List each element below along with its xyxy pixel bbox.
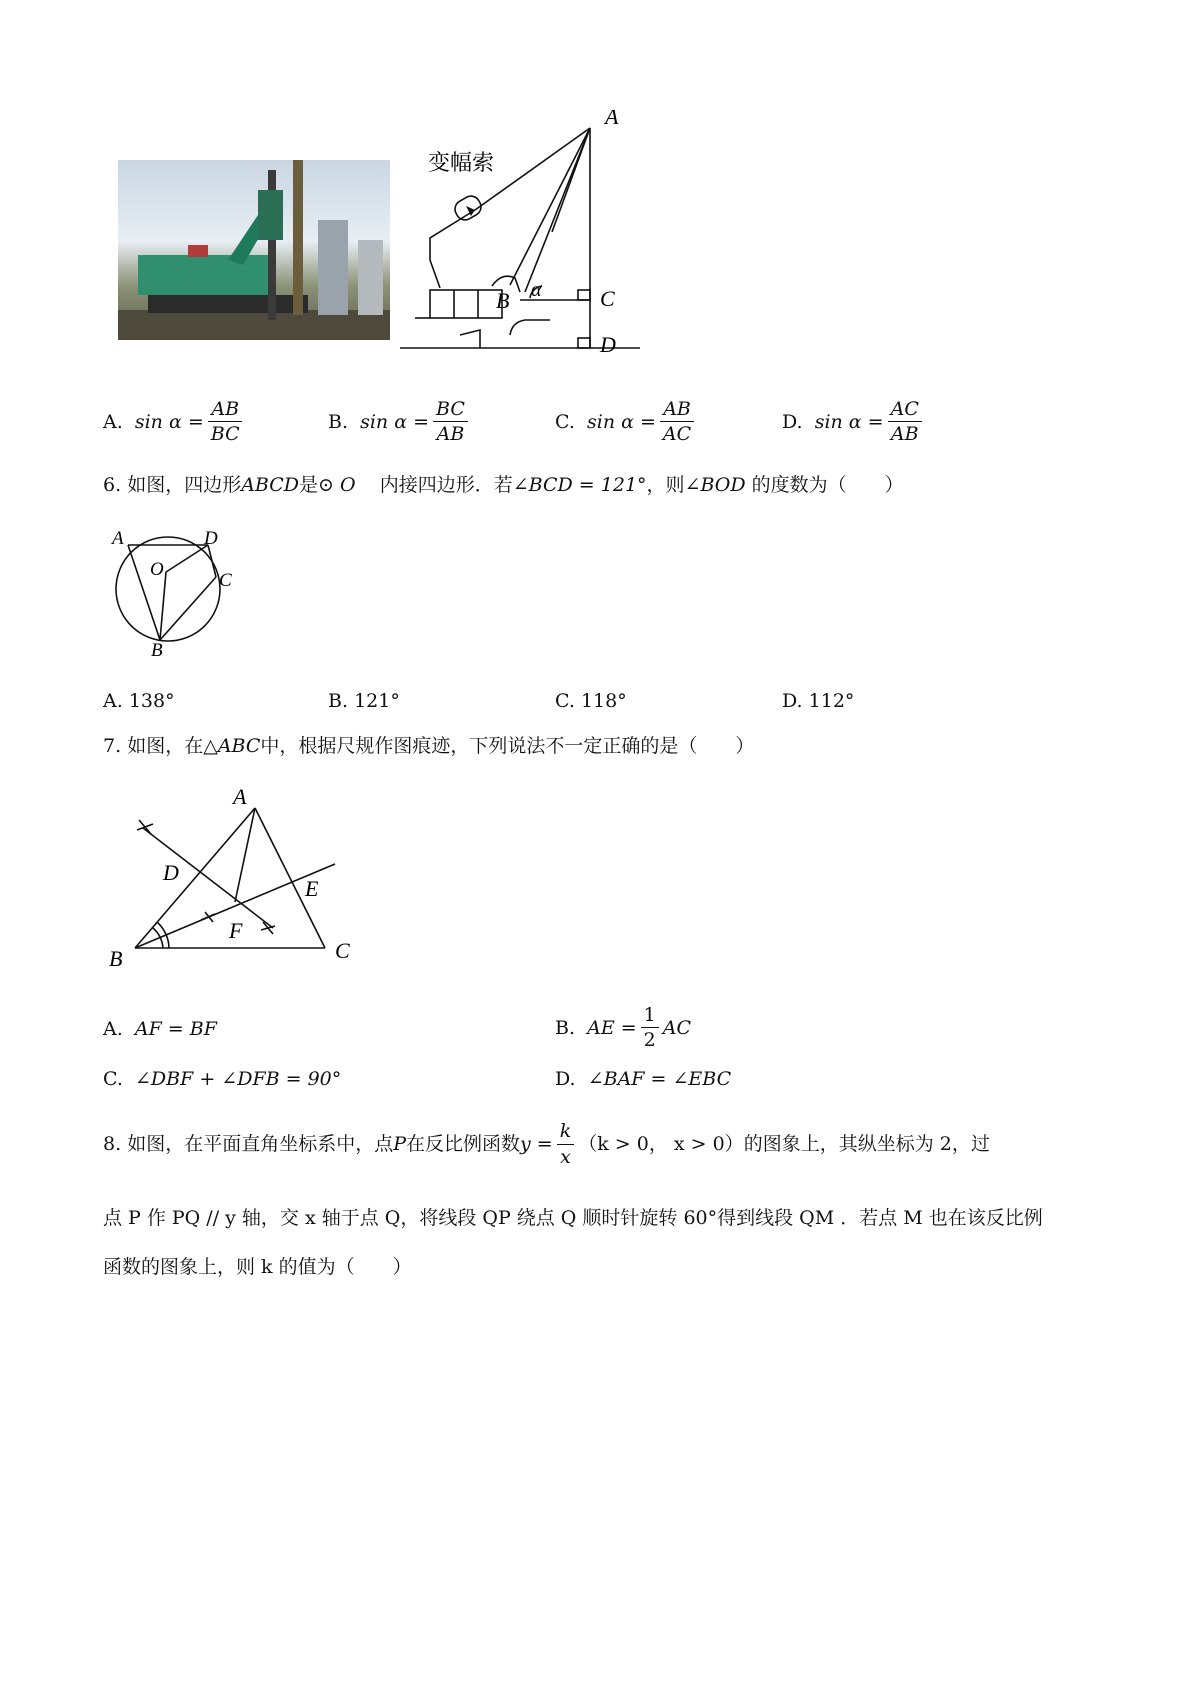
stem-text: 是 [299, 474, 319, 496]
fraction [208, 398, 243, 445]
stem-math: P [393, 1132, 406, 1155]
stem-math: ∠BOD [684, 474, 746, 496]
fraction [433, 398, 468, 445]
point-f-label: F [229, 918, 243, 943]
option-letter: C. [103, 1068, 123, 1090]
point-d-label: D [204, 528, 218, 549]
stem-text: 内接四边形．若 [379, 474, 513, 496]
point-o-label: O [150, 559, 164, 580]
fraction-numerator: AB [660, 398, 694, 422]
inscribed-quadrilateral-diagram [108, 522, 248, 662]
q7-option-d[interactable] [555, 1068, 731, 1090]
option-lhs: sin α = [360, 410, 430, 433]
q5-option-c[interactable] [555, 398, 698, 445]
stem-text: 中，根据尺规作图痕迹，下列说法不一定正确的是（ ） [260, 735, 755, 757]
q8-stem-line2: 点 P 作 PQ // y 轴，交 x 轴于点 Q，将线段 QP 绕点 Q 顺时针旋转 60°得到线段 QM ．若点 M 也在该反比例 [103, 1207, 1043, 1229]
luffing-cable-label: 变幅索 [428, 151, 495, 176]
fraction-numerator: 1 [641, 1004, 659, 1028]
fraction-denominator: AC [662, 423, 692, 445]
fraction [660, 398, 694, 445]
circle-symbol: ⊙ [318, 474, 334, 496]
stem-text: 的图象上，其纵坐标为 2，过 [743, 1132, 990, 1155]
q5-option-b[interactable] [328, 398, 472, 445]
stem-text: 如图，在平面直角坐标系中，点 [127, 1132, 394, 1155]
excavator-photo [118, 160, 390, 340]
option-letter: B. [328, 690, 349, 712]
point-c-label: C [335, 938, 350, 963]
triangle-symbol: △ [203, 735, 218, 757]
fraction-denominator: 2 [643, 1029, 656, 1051]
option-letter: A. [103, 410, 123, 433]
q7-option-c[interactable] [103, 1068, 341, 1090]
stem-text: 在反比例函数 [406, 1132, 521, 1155]
q5-option-d[interactable] [782, 398, 926, 445]
fraction [641, 1004, 659, 1051]
q6-option-c[interactable] [555, 690, 627, 712]
option-expression: AF = BF [134, 1018, 217, 1040]
q6-option-b[interactable] [328, 690, 400, 712]
q5-option-a[interactable] [103, 398, 247, 445]
stem-math: O [340, 474, 356, 496]
stem-text: 如图，在 [127, 735, 204, 757]
question-number: 6. [103, 474, 122, 496]
question-number: 8. [103, 1132, 122, 1155]
option-lhs: AE = [587, 1016, 637, 1039]
point-d-label: D [163, 860, 179, 885]
option-value: 112° [808, 690, 855, 712]
point-a-label: A [605, 110, 619, 129]
fraction-denominator: AB [890, 423, 919, 445]
point-b-label: B [151, 640, 163, 661]
option-value: 138° [128, 690, 175, 712]
option-lhs: sin α = [134, 410, 204, 433]
stem-text: ，则 [646, 474, 685, 496]
option-letter: D. [782, 410, 803, 433]
point-d-label: D [600, 332, 616, 357]
angle-alpha-label: α [531, 279, 542, 301]
q8-stem-line3: 函数的图象上，则 k 的值为（ ） [103, 1256, 412, 1278]
point-c-label: C [600, 286, 615, 311]
q6-option-a[interactable] [103, 690, 175, 712]
option-value: 121° [354, 690, 400, 712]
option-letter: C. [555, 690, 575, 712]
option-letter: B. [328, 410, 349, 433]
option-letter: C. [555, 410, 575, 433]
fraction-numerator: AC [888, 398, 922, 422]
fraction [888, 398, 922, 445]
stem-math: y = [520, 1132, 553, 1155]
fraction-numerator: k [557, 1120, 575, 1145]
fraction-numerator: BC [433, 398, 468, 422]
stem-math: ABCD [241, 474, 300, 496]
option-lhs: sin α = [587, 410, 656, 433]
fraction-denominator: BC [210, 423, 240, 445]
q8-stem-line1 [103, 1120, 990, 1169]
option-letter: D. [555, 1068, 576, 1090]
crane-diagram [400, 110, 660, 380]
q7-option-b[interactable] [555, 1004, 691, 1051]
question-number: 7. [103, 735, 122, 757]
point-a-label: A [233, 784, 247, 809]
option-letter: D. [782, 690, 803, 712]
fraction-denominator: x [560, 1145, 571, 1168]
q7-option-a[interactable] [103, 1018, 217, 1040]
point-b-label: B [109, 946, 123, 971]
point-c-label: C [219, 570, 232, 591]
option-expression: ∠DBF + ∠DFB = 90° [135, 1068, 342, 1090]
option-value: 118° [580, 690, 627, 712]
fraction-numerator: AB [208, 398, 242, 422]
fraction [557, 1120, 575, 1169]
option-letter: B. [555, 1016, 576, 1039]
option-lhs: sin α = [814, 410, 884, 433]
option-letter: A. [103, 690, 123, 712]
fraction-denominator: AB [436, 423, 465, 445]
stem-math: ABC [217, 735, 261, 757]
q6-stem [103, 474, 904, 497]
point-a-label: A [112, 528, 124, 549]
stem-math: ∠BCD = 121° [512, 474, 647, 496]
option-rhs: AC [662, 1016, 692, 1039]
q7-stem [103, 735, 754, 758]
option-letter: A. [103, 1018, 123, 1040]
stem-text: 的度数为（ ） [751, 474, 904, 496]
q6-option-d[interactable] [782, 690, 854, 712]
point-e-label: E [305, 876, 319, 901]
stem-text: 如图，四边形 [127, 474, 242, 496]
stem-math: （k > 0， x > 0） [578, 1132, 744, 1155]
compass-construction-diagram [105, 780, 365, 975]
option-expression: ∠BAF = ∠EBC [587, 1068, 732, 1090]
point-b-label: B [496, 288, 510, 313]
